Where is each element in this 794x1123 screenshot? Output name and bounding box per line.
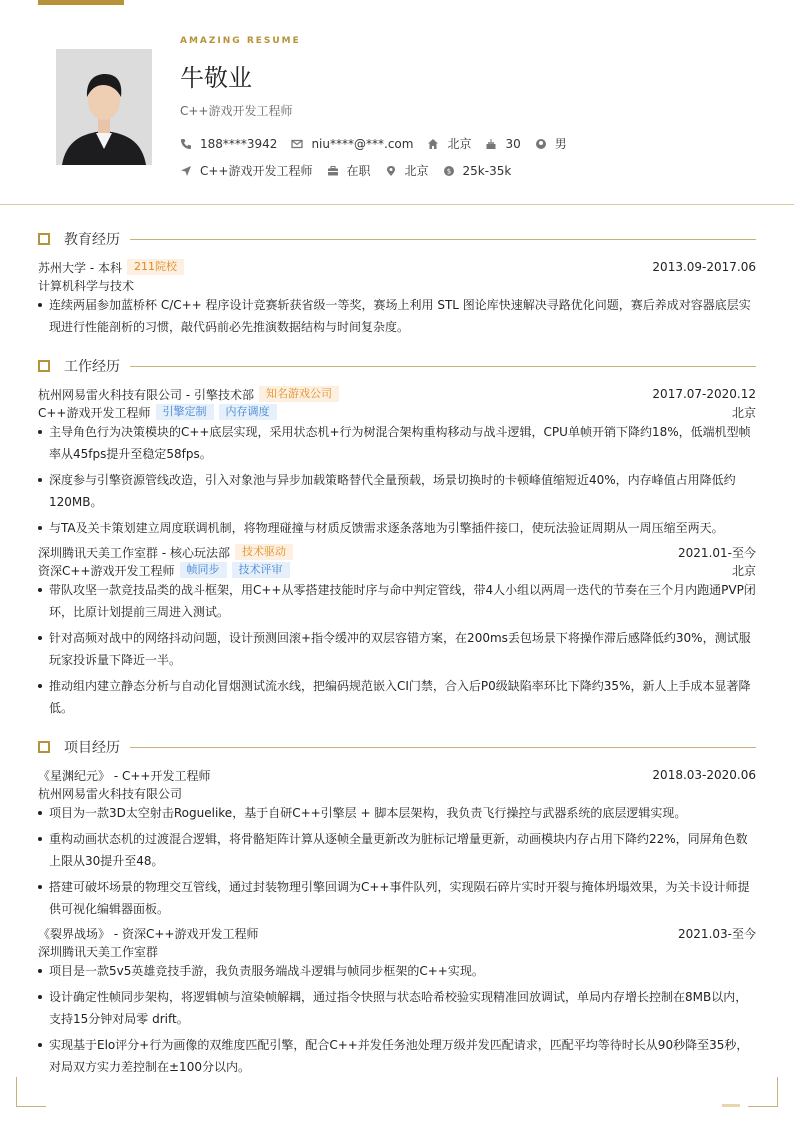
education-tag: 211院校 (127, 259, 184, 275)
intent-position-text: C++游戏开发工程师 (200, 164, 313, 178)
home-icon (427, 138, 439, 150)
send-icon (180, 165, 192, 177)
work-role: 资深C++游戏开发工程师 (38, 563, 175, 578)
project-name-row (38, 924, 756, 942)
work-role-tag: 引擎定制 (156, 404, 214, 420)
work-city: 北京 (731, 405, 756, 420)
home-item (427, 135, 471, 152)
education-school: 苏州大学 - 本科 (38, 260, 122, 275)
project-org-row (38, 784, 756, 802)
project-org: 深圳腾讯天美工作室群 (38, 944, 159, 959)
project-period: 2018.03-2020.06 (652, 768, 756, 782)
intent-status-text: 在职 (346, 164, 371, 178)
work-period: 2021.01-至今 (678, 545, 756, 560)
mail-icon (291, 138, 303, 150)
work-bullet: 推动组内建立静态分析与自动化冒烟测试流水线，把编码规范嵌入CI门禁，合入后P0级缺陷率环比下降约35%，新人上手成本显著降低。 (38, 675, 756, 719)
candidate-name: 牛敬业 (180, 64, 252, 92)
section-square-icon (38, 360, 50, 372)
cake-icon (485, 138, 497, 150)
project-org-row (38, 942, 756, 960)
work-company: 杭州网易雷火科技有限公司 - 引擎技术部 (38, 387, 254, 402)
work-company-tag: 技术驱动 (235, 544, 293, 560)
email-text: niu****@***.com (311, 136, 414, 151)
page-corner-bottom-left (16, 1077, 46, 1107)
section-square-icon (38, 233, 50, 245)
candidate-title: C++游戏开发工程师 (180, 104, 293, 118)
section-divider (130, 239, 756, 240)
gender-icon (535, 138, 547, 150)
section-title: 工作经历 (64, 359, 120, 375)
gender-text: 男 (554, 137, 567, 151)
page-corner-bottom-right (748, 1077, 778, 1107)
job-intent-row (180, 162, 525, 179)
work-bullet: 带队攻坚一款竞技品类的战斗框架，用C++从零搭建技能时序与命中判定管线，带4人小组以两周一迭代的节奏在三个月内跑通PVP闭环，比原计划提前三周进入测试。 (38, 579, 756, 623)
project-bullet: 项目为一款3D太空射击Roguelike，基于自研C++引擎层 + 脚本层架构，我负责飞行操控与武器系统的底层逻辑实现。 (38, 802, 756, 824)
resume-header (0, 0, 794, 205)
section-education (38, 231, 756, 247)
work-bullet: 主导角色行为决策模块的C++底层实现，采用状态机+行为树混合架构重构移动与战斗逻辑，CPU单帧开销下降约18%，低端机型帧率从45fps提升至稳定58fps。 (38, 421, 756, 465)
education-major-row (38, 276, 756, 294)
work-role: C++游戏开发工程师 (38, 405, 151, 420)
gender-item (535, 135, 567, 152)
section-work (38, 358, 756, 374)
work-period: 2017.07-2020.12 (652, 387, 756, 401)
education-period: 2013.09-2017.06 (652, 260, 756, 274)
intent-position-item (180, 162, 313, 179)
home-text: 北京 (447, 137, 472, 151)
intent-salary-item (443, 164, 512, 178)
section-title: 项目经历 (64, 740, 120, 756)
work-company-row (38, 385, 756, 403)
intent-salary-text: 25k-35k (462, 163, 512, 178)
work-company-row (38, 543, 756, 561)
avatar (56, 49, 152, 165)
work-role-tag: 内存调度 (219, 404, 277, 420)
salary-icon (443, 165, 455, 177)
work-bullet: 深度参与引擎资源管线改造，引入对象池与异步加载策略替代全量预载，场景切换时的卡顿峰值缩短近40%，内存峰值占用降低约120MB。 (38, 469, 756, 513)
phone-icon (180, 138, 192, 150)
education-bullet: 连续两届参加蓝桥杯 C/C++ 程序设计竞赛斩获省级一等奖，赛场上利用 STL 图论库快速解决寻路优化问题，赛后养成对容器底层实现进行性能剖析的习惯，敲代码前必先推演数据结构与时间复杂度。 (38, 294, 756, 338)
project-period: 2021.03-至今 (678, 926, 756, 941)
intent-city-text: 北京 (404, 164, 429, 178)
work-role-row (38, 561, 756, 579)
briefcase-icon (327, 165, 339, 177)
project-bullet: 项目是一款5v5英雄竞技手游，我负责服务端战斗逻辑与帧同步框架的C++实现。 (38, 960, 756, 982)
project-bullet: 设计确定性帧同步架构，将逻辑帧与渲染帧解耦，通过指令快照与状态哈希校验实现精准回放调试，单局内存增长控制在8MB以内，支持15分钟对局零 drift。 (38, 986, 756, 1030)
section-divider (130, 366, 756, 367)
intent-status-item (327, 162, 371, 179)
contact-row (180, 135, 581, 152)
section-title: 教育经历 (64, 232, 120, 248)
section-divider (130, 747, 756, 748)
project-bullet: 重构动画状态机的过渡混合逻辑，将骨骼矩阵计算从逐帧全量更新改为脏标记增量更新，动画模块内存占用下降约22%，同屏角色数上限从30提升至48。 (38, 828, 756, 872)
location-icon (385, 165, 397, 177)
age-item (485, 137, 520, 151)
brand-label: AMAZING RESUME (180, 36, 301, 46)
project-bullet: 实现基于Elo评分+行为画像的双维度匹配引擎，配合C++并发任务池处理万级并发匹配请求，匹配平均等待时长从90秒降至35秒，对局双方实力差控制在±100分以内。 (38, 1034, 756, 1078)
work-company-tag: 知名游戏公司 (259, 386, 339, 402)
section-square-icon (38, 741, 50, 753)
svg-text:$: $ (446, 167, 451, 176)
work-role-tag: 技术评审 (232, 562, 290, 578)
footer-accent-bar (722, 1104, 740, 1107)
work-role-row (38, 403, 756, 421)
project-name: 《裂界战场》 - 资深C++游戏开发工程师 (38, 926, 259, 941)
work-bullet: 针对高频对战中的网络抖动问题，设计预测回滚+指令缓冲的双层容错方案，在200ms丢包场景下将操作滞后感降低约30%，测试服玩家投诉量下降近一半。 (38, 627, 756, 671)
education-school-row (38, 258, 756, 276)
work-bullet: 与TA及关卡策划建立周度联调机制，将物理碰撞与材质反馈需求逐条落地为引擎插件接口，使玩法验证周期从一周压缩至两天。 (38, 517, 756, 539)
email-item (291, 137, 413, 151)
phone-item (180, 137, 277, 151)
work-role-tag: 帧同步 (180, 562, 227, 578)
project-name-row (38, 766, 756, 784)
project-name: 《星渊纪元》 - C++开发工程师 (38, 768, 211, 783)
intent-city-item (385, 162, 429, 179)
education-major: 计算机科学与技术 (38, 278, 135, 293)
project-org: 杭州网易雷火科技有限公司 (38, 786, 183, 801)
age-text: 30 (505, 136, 521, 151)
project-bullet: 搭建可破坏场景的物理交互管线，通过封装物理引擎回调为C++事件队列，实现陨石碎片实时开裂与掩体坍塌效果，为关卡设计师提供可视化编辑器面板。 (38, 876, 756, 920)
section-project (38, 739, 756, 755)
phone-text: 188****3942 (200, 136, 278, 151)
work-city: 北京 (731, 563, 756, 578)
work-company: 深圳腾讯天美工作室群 - 核心玩法部 (38, 545, 230, 560)
